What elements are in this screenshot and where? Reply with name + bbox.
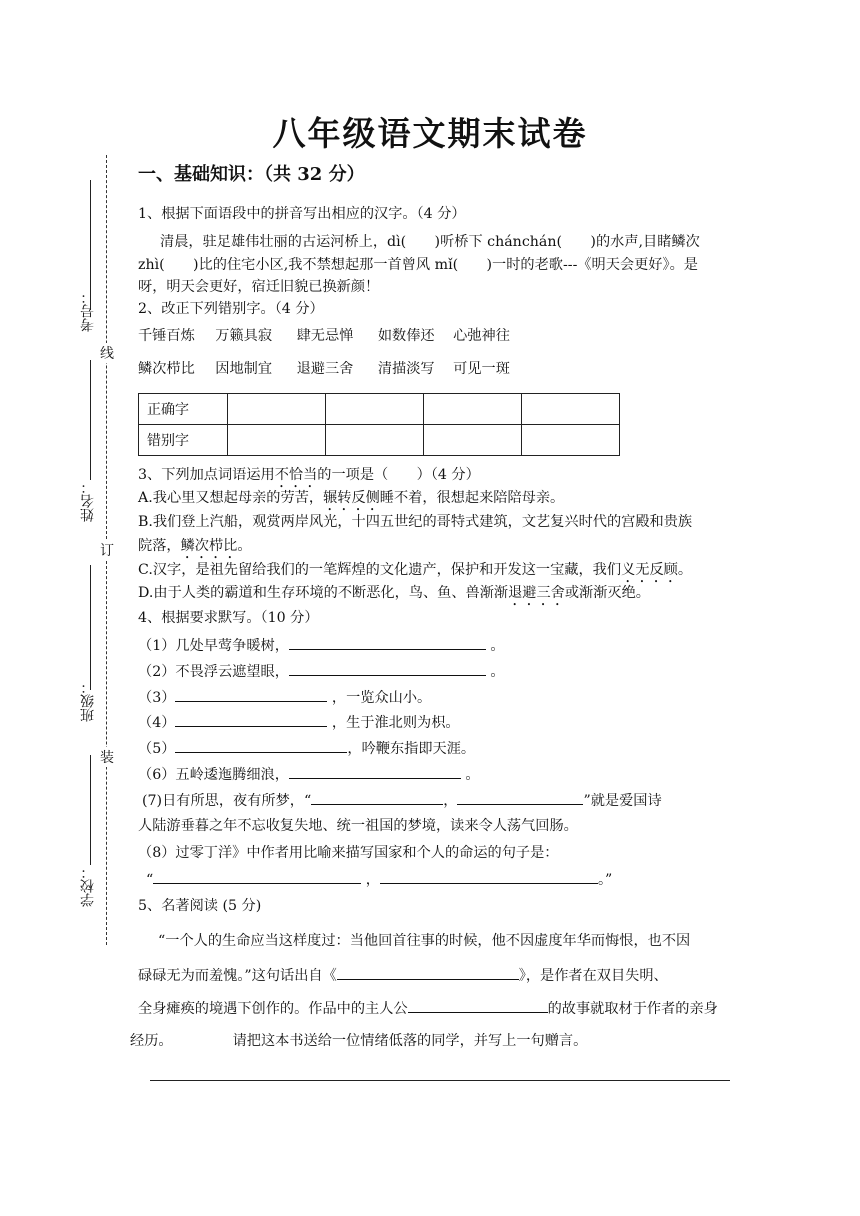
q4-item-7-line-1: [142, 789, 662, 812]
answer-cell[interactable]: [326, 394, 424, 425]
item-text: （3）: [138, 690, 176, 706]
q2-word: 退避三舍: [296, 361, 354, 377]
correction-table: [138, 393, 620, 456]
label-school-line: [90, 755, 91, 865]
item-text: （5）: [138, 741, 176, 757]
row-label-correct: 正确字: [139, 394, 228, 425]
answer-blank[interactable]: [337, 964, 519, 980]
q5-para-line-3: [138, 997, 718, 1020]
q3-option-a: [138, 487, 564, 514]
item-text: 。: [485, 664, 505, 680]
answer-cell[interactable]: [228, 425, 326, 456]
binding-char-ding: 订: [100, 540, 114, 560]
q4-item-4: [138, 711, 460, 734]
label-exam-no: 考号：: [80, 290, 96, 332]
option-text: 。: [237, 538, 252, 554]
para-text: 碌碌无为而羞愧。”这句话出自《: [138, 968, 337, 984]
q2-word: 可见一斑: [453, 361, 510, 377]
answer-blank[interactable]: [289, 660, 486, 676]
q3-prompt-text: 3、下列加点词语运用: [138, 467, 275, 483]
option-text: C.汉字，是祖先留给我们的一笔辉煌的文化遗产，保护和开发这一宝藏，我们: [138, 562, 622, 578]
q3-prompt-text: 的一项是（ ）（4 分）: [317, 467, 480, 483]
item-text: “: [146, 872, 154, 888]
q1-line-2: zhì( )比的住宅小区,我不禁想起那一首曾风 mǐ( )一时的老歌---《明天会更好》。是: [138, 257, 698, 273]
answer-blank[interactable]: [289, 634, 486, 650]
q3-option-b-line-1: B.我们登上汽船，观赏两岸风光，十四五世纪的哥特式建筑，文艺复兴时代的宫殿和贵族: [138, 514, 693, 530]
para-text: 请把这本书送给一位情绪低落的同学，并写上一句赠言。: [232, 1033, 588, 1049]
q5-para-line-1: “一个人的生命应当这样度过：当他回首往事的时候，他不因虚度年华而悔恨，也不因: [158, 933, 691, 949]
q2-word: 千锤百炼: [138, 328, 195, 344]
para-text: 的故事就取材于作者的亲身: [547, 1001, 718, 1017]
q4-item-3: [138, 686, 431, 709]
q2-word: 鳞次栉比: [138, 361, 195, 377]
item-text: (7)日有所思，夜有所梦，“: [142, 793, 312, 809]
label-school: 学校：: [80, 865, 96, 907]
answer-cell[interactable]: [424, 425, 522, 456]
item-text: （2）不畏浮云遮望眼，: [138, 664, 289, 680]
q4-item-7-line-2: 人陆游垂暮之年不忘收复失地、统一祖国的梦境，读来令人荡气回肠。: [138, 818, 578, 834]
option-text: 或渐渐灭绝。: [564, 585, 650, 601]
answer-blank[interactable]: [457, 789, 583, 805]
option-text: 院落，: [138, 538, 181, 554]
q1-line-1: 清晨，驻足雄伟壮丽的古运河桥上，dì( )听桥下 chánchán( )的水声,目睹鳞次: [160, 234, 700, 250]
q4-item-5: [138, 737, 475, 760]
answer-blank[interactable]: [408, 997, 548, 1013]
label-class: 班级：: [80, 680, 96, 722]
q3-option-d: [138, 582, 650, 609]
item-text: ，: [443, 793, 458, 809]
label-name: 姓名：: [80, 480, 96, 522]
answer-blank[interactable]: [175, 686, 327, 702]
label-class-line: [90, 565, 91, 690]
answer-blank[interactable]: [153, 868, 361, 884]
page-title: 八年级语文期末试卷: [272, 114, 588, 153]
option-text: D.由于人类的霸道和生存环境的不断恶化，鸟、鱼、兽渐渐: [138, 585, 509, 601]
q2-word: 清描淡写: [377, 361, 435, 377]
q2-word: 如数俸还: [377, 328, 435, 344]
answer-cell[interactable]: [228, 394, 326, 425]
option-dotted: 退避三舍: [508, 585, 565, 601]
answer-cell[interactable]: [326, 425, 424, 456]
item-text: （6）五岭逶迤腾细浪，: [138, 767, 289, 783]
label-name-line: [90, 360, 91, 480]
q3-prompt-dotted: 不恰当: [274, 467, 318, 483]
q2-word: 肆无忌惮: [296, 328, 354, 344]
q4-item-8: （8）过零丁洋》中作者用比喻来描写国家和个人的命运的句子是：: [138, 845, 559, 861]
item-text: ，吟鞭东指即天涯。: [347, 741, 476, 757]
table-row: [139, 425, 620, 456]
answer-blank[interactable]: [380, 868, 598, 884]
answer-cell[interactable]: [522, 394, 620, 425]
q4-item-8-answer: [146, 868, 612, 891]
q5-para-line-2: [138, 964, 668, 987]
q2-words-row-2: [138, 358, 510, 380]
q2-word: 因地制宜: [215, 361, 273, 377]
item-text: ，生于淮北则为枳。: [327, 715, 460, 731]
q4-item-6: [138, 763, 480, 786]
item-text: 。: [460, 767, 480, 783]
label-exam-no-line: [90, 180, 91, 310]
option-dotted: 鳞次栉比: [180, 538, 238, 554]
item-text: 。: [485, 638, 505, 654]
q1-line-3: 呀，明天会更好，宿迁旧貌已换新颜！: [138, 279, 380, 295]
q5-para-line-4: [130, 1030, 587, 1052]
item-text: （4）: [138, 715, 176, 731]
option-dotted: 义无反顾: [621, 562, 678, 578]
answer-blank[interactable]: [175, 711, 327, 727]
answer-blank[interactable]: [311, 789, 443, 805]
para-text: 经历。: [130, 1033, 173, 1049]
option-text: 睡不着，很想起来陪陪母亲。: [379, 490, 565, 506]
row-label-wrong: 错别字: [139, 425, 228, 456]
q5-prompt: 5、名著阅读 (5 分): [138, 898, 262, 914]
binding-char-xian: 线: [100, 343, 114, 363]
option-dotted: 辗转反侧: [323, 490, 380, 506]
section-heading: 一、基础知识：（共 32 分）: [138, 164, 365, 185]
item-text: 。”: [597, 872, 613, 888]
q4-item-1: [138, 634, 505, 657]
item-text: ，一览众山小。: [327, 690, 432, 706]
option-text: A.我心里又想起母亲的劳苦，: [138, 490, 324, 506]
answer-line[interactable]: [150, 1080, 730, 1081]
q2-word: 万籁具寂: [215, 328, 273, 344]
answer-cell[interactable]: [424, 394, 522, 425]
q2-words-row-1: [138, 325, 510, 347]
answer-blank[interactable]: [289, 763, 461, 779]
para-text: 全身瘫痪的境遇下创作的。作品中的主人公: [138, 1001, 408, 1017]
para-text: 》，是作者在双目失明、: [518, 968, 668, 984]
answer-cell[interactable]: [522, 425, 620, 456]
q2-word: 心弛神往: [453, 328, 510, 344]
answer-blank[interactable]: [175, 737, 347, 753]
q1-prompt: 1、根据下面语段中的拼音写出相应的汉字。（4 分）: [138, 206, 466, 222]
item-text: ”就是爱国诗: [583, 793, 662, 809]
q4-item-2: [138, 660, 505, 683]
binding-char-zhuang: 装: [100, 747, 114, 767]
item-text: ，: [361, 872, 380, 888]
option-text: 。: [677, 562, 693, 578]
table-row: [139, 394, 620, 425]
item-text: （1）几处早莺争暖树，: [138, 638, 289, 654]
q3-option-b-line-2: [138, 535, 252, 562]
q4-prompt: 4、根据要求默写。（10 分）: [138, 610, 319, 626]
q2-prompt: 2、改正下列错别字。（4 分）: [138, 301, 324, 317]
